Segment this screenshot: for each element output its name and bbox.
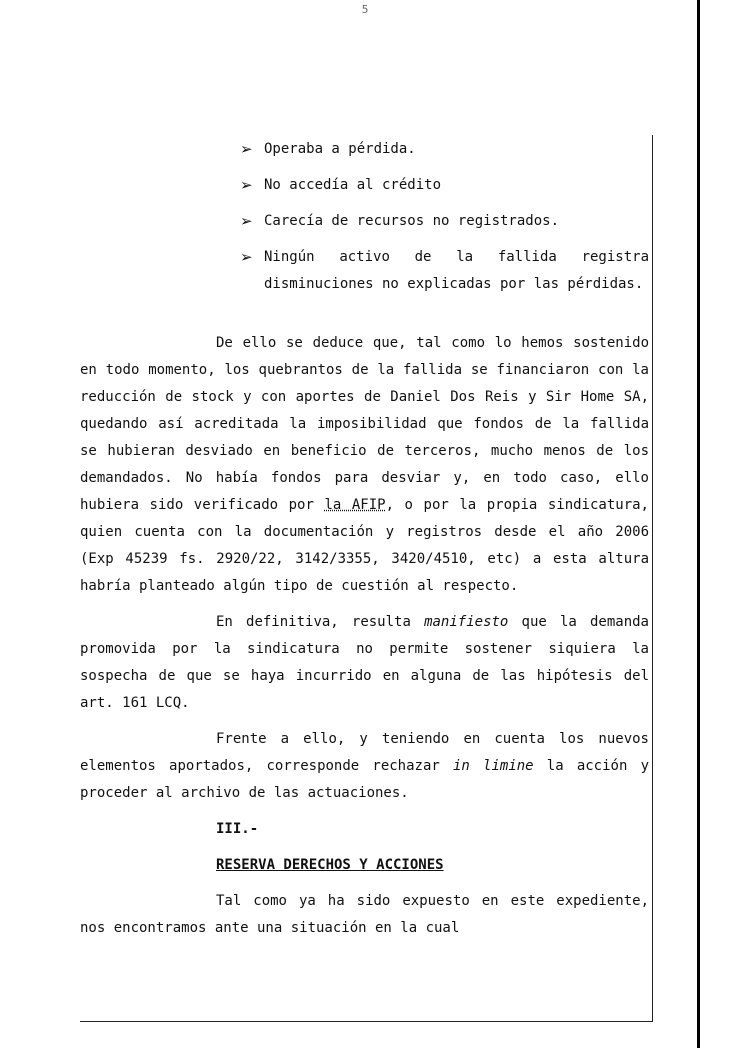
list-item-text: Ningún activo de la fallida registra disminuciones no explicadas por las pérdidas. (264, 249, 649, 292)
arrow-bullet-icon: ➢ (240, 140, 253, 158)
paragraph-conclusion (80, 330, 649, 600)
arrow-bullet-icon: ➢ (240, 248, 253, 266)
page-edge-line (697, 0, 700, 1048)
margin-frame-bottom (80, 1021, 653, 1022)
body-text (80, 330, 649, 951)
emphasis-text: in limine (453, 758, 534, 774)
emphasis-text: manifiesto (424, 614, 509, 630)
section-title: RESERVA DERECHOS Y ACCIONES (216, 857, 444, 873)
list-item (240, 244, 649, 298)
paragraph-reserva: Tal como ya ha sido expuesto en este expediente, nos encontramos ante una situación en la cual (80, 893, 649, 936)
paragraph-text: , o por la propia sindicatura, quien cuenta con la documentación y registros desde el año 2006 (Exp 45239 fs. 2920/22, 3142/3355, 3420/4510, etc) a esta altura habría planteado algún tipo de cuestión al respecto. (80, 497, 649, 594)
arrow-bullet-icon: ➢ (240, 212, 253, 230)
list-item (240, 208, 649, 235)
margin-frame-right (652, 135, 653, 1022)
list-item-text: Carecía de recursos no registrados. (264, 213, 560, 229)
paragraph-text: Frente a ello, y teniendo en cuenta los nuevos elementos aportados, corresponde rechazar (80, 731, 649, 774)
list-item-text: No accedía al crédito (264, 177, 442, 193)
list-item-text: Operaba a pérdida. (264, 141, 416, 157)
list-item (240, 172, 649, 199)
paragraph-text: que la demanda promovida por la sindicatura no permite sostener siquiera la sospecha de que se haya incurrido en alguna de las hipótesis del art. 161 LCQ. (80, 614, 649, 711)
paragraph-text: De ello se deduce que, tal como lo hemos sostenido en todo momento, los quebrantos de la fallida se financiaron con la reducción de stock y con aportes de Daniel Dos Reis y Sir Home SA, quedando así acreditada la imposibilidad que fondos de la fallida se hubieran desviado en beneficio de terceros, mucho menos de los demandados. No había fondos para desviar y, en todo caso, ello hubiera sido verificado por (80, 335, 649, 513)
arrow-bullet-icon: ➢ (240, 176, 253, 194)
page-number: 5 (361, 3, 369, 16)
paragraph-definitiva (80, 609, 649, 717)
list-item (240, 136, 649, 163)
bullet-list (240, 136, 649, 307)
paragraph-text: En definitiva, resulta (216, 614, 425, 630)
paragraph-text: la acción y proceder al archivo de las actuaciones. (80, 758, 649, 801)
section-number: III.- (216, 821, 259, 837)
paragraph-rechazo (80, 726, 649, 807)
afip-reference: la AFIP (324, 497, 386, 513)
